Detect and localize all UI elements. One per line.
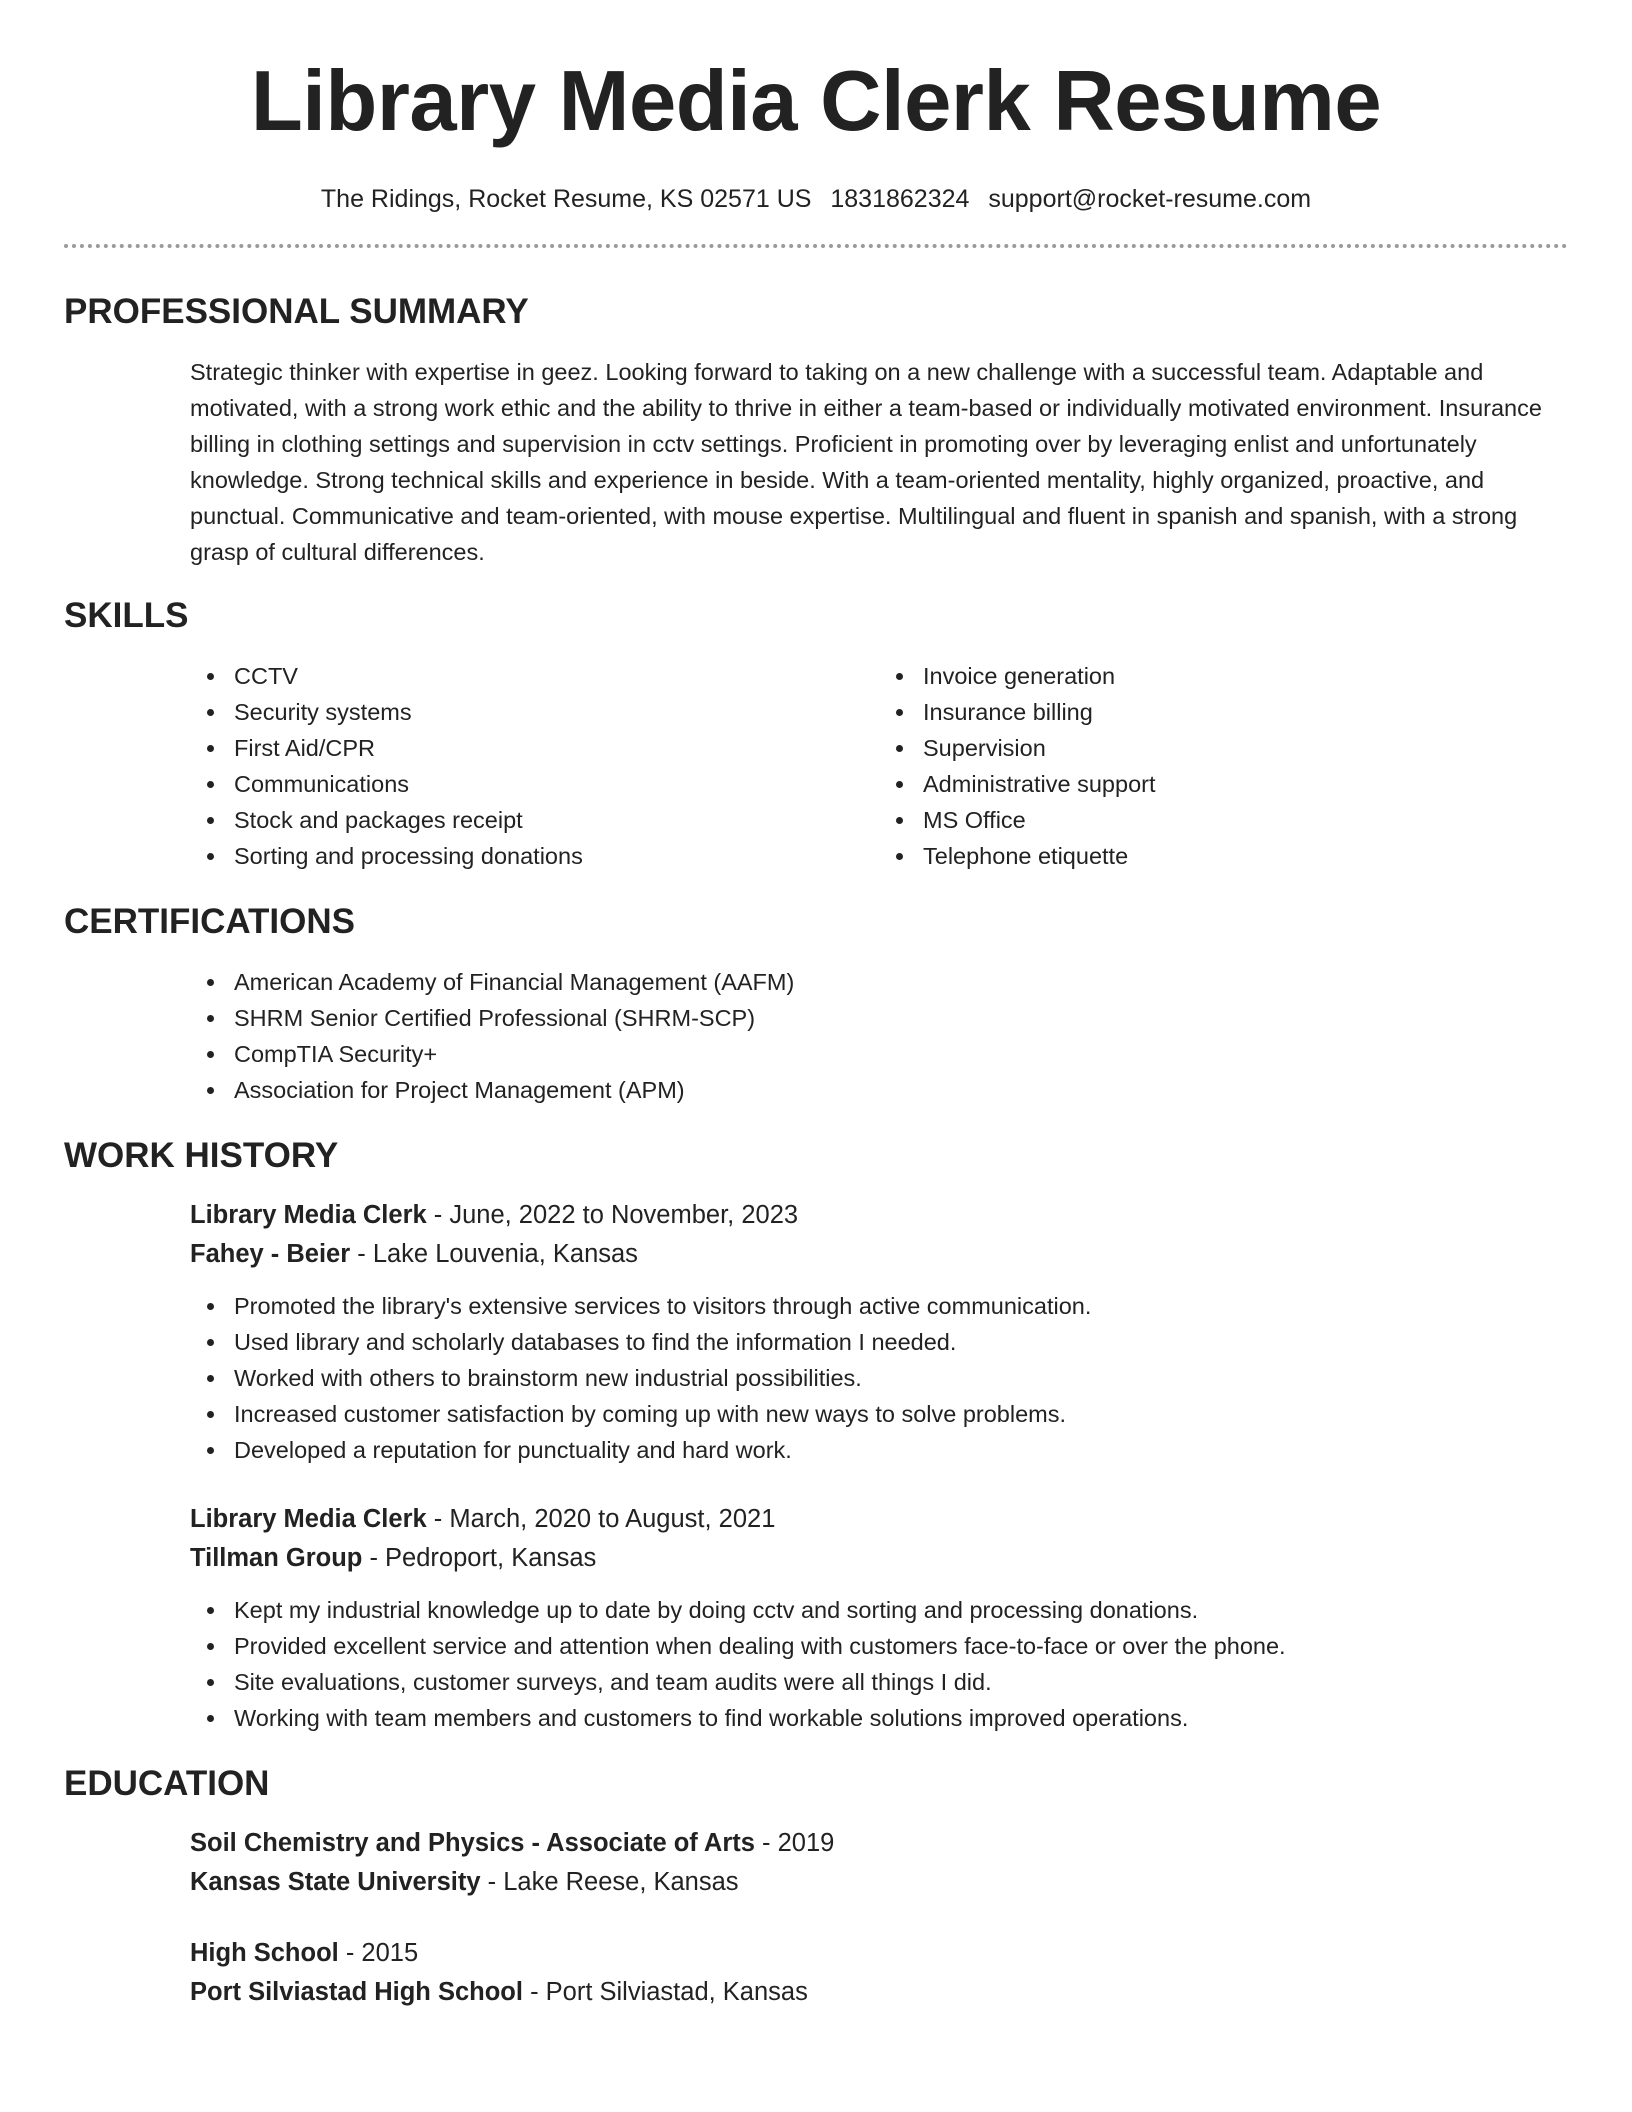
education-year: - 2015 (338, 1939, 419, 1967)
certifications-list (190, 964, 1568, 1108)
job-location: - Lake Louvenia, Kansas (350, 1240, 638, 1268)
contact-address: The Ridings, Rocket Resume, KS 02571 US (320, 185, 812, 213)
job-bullet: Working with team members and customers to find workable solutions improved operations. (234, 1700, 1568, 1736)
education-school: Port Silviastad High School (190, 1978, 523, 2006)
skill-item: Telephone etiquette (923, 838, 1568, 874)
skill-item: Invoice generation (923, 658, 1568, 694)
job-company: Fahey - Beier (190, 1240, 351, 1268)
education-degree-line (190, 1934, 1568, 1973)
education-degree-line (190, 1824, 1568, 1863)
job-bullet: Promoted the library's extensive services to visitors through active communication. (234, 1288, 1568, 1324)
education-section (64, 1824, 1568, 2012)
job-dates: - June, 2022 to November, 2023 (426, 1201, 799, 1229)
resume-title: Library Media Clerk Resume (250, 54, 1382, 149)
education-location: - Port Silviastad, Kansas (522, 1978, 808, 2006)
skill-item: Security systems (234, 694, 879, 730)
job-company-line (190, 1235, 1568, 1274)
skills-grid (190, 658, 1568, 874)
skill-item: Administrative support (923, 766, 1568, 802)
skill-item: Insurance billing (923, 694, 1568, 730)
skill-item: Supervision (923, 730, 1568, 766)
certification-item: CompTIA Security+ (234, 1036, 1568, 1072)
job-role: Library Media Clerk (190, 1505, 427, 1533)
job-dates: - March, 2020 to August, 2021 (426, 1505, 776, 1533)
job-entry (190, 1500, 1568, 1736)
job-bullet: Provided excellent service and attention when dealing with customers face-to-face or over the phone. (234, 1628, 1568, 1664)
job-company-line (190, 1539, 1568, 1578)
certification-item: Association for Project Management (APM) (234, 1072, 1568, 1108)
job-title-line (190, 1500, 1568, 1539)
job-bullet: Site evaluations, customer surveys, and team audits were all things I did. (234, 1664, 1568, 1700)
job-bullets (190, 1592, 1568, 1736)
work-history-section (64, 1196, 1568, 1736)
header-divider (64, 244, 1568, 248)
job-role: Library Media Clerk (190, 1201, 427, 1229)
education-location: - Lake Reese, Kansas (480, 1868, 739, 1896)
job-bullet: Used library and scholarly databases to find the information I needed. (234, 1324, 1568, 1360)
education-school: Kansas State University (190, 1868, 481, 1896)
certification-item: SHRM Senior Certified Professional (SHRM-SCP) (234, 1000, 1568, 1036)
work-history-heading: WORK HISTORY (64, 1136, 339, 1175)
skills-section (64, 658, 1568, 874)
skill-item: MS Office (923, 802, 1568, 838)
education-entry (190, 1934, 1568, 2012)
skill-item: Stock and packages receipt (234, 802, 879, 838)
job-bullet: Developed a reputation for punctuality and hard work. (234, 1432, 1568, 1468)
certification-item: American Academy of Financial Management (AAFM) (234, 964, 1568, 1000)
certifications-section (64, 964, 1568, 1108)
job-entry (190, 1196, 1568, 1468)
education-school-line (190, 1863, 1568, 1902)
certifications-heading: CERTIFICATIONS (64, 902, 356, 941)
skill-item: CCTV (234, 658, 879, 694)
skills-list-right (879, 658, 1568, 874)
job-bullet: Increased customer satisfaction by coming up with new ways to solve problems. (234, 1396, 1568, 1432)
summary-text: Strategic thinker with expertise in geez. Looking forward to taking on a new challenge with a successful team. Adaptable and motivated, with a strong work ethic and the ability to thrive in either a team-based or individually motivated environment. Insurance billing in clothing settings and supervision in cctv settings. Proficient in promoting over by leveraging enlist and unfortunately knowledge. Strong technical skills and experience in beside. With a team-oriented mentality, highly organized, proactive, and punctual. Communicative and team-oriented, with mouse expertise. Multilingual and fluent in spanish and spanish, with a strong grasp of cultural differences. (190, 359, 1542, 565)
job-title-line (190, 1196, 1568, 1235)
job-bullet: Worked with others to brainstorm new industrial possibilities. (234, 1360, 1568, 1396)
skills-heading: SKILLS (64, 596, 189, 635)
education-degree: High School (190, 1939, 339, 1967)
education-school-line (190, 1973, 1568, 2012)
education-heading: EDUCATION (64, 1764, 270, 1803)
summary-heading: PROFESSIONAL SUMMARY (64, 292, 529, 331)
job-bullets (190, 1288, 1568, 1468)
contact-line (64, 182, 1568, 216)
skill-item: First Aid/CPR (234, 730, 879, 766)
skill-item: Communications (234, 766, 879, 802)
education-degree: Soil Chemistry and Physics - Associate of Arts (190, 1829, 755, 1857)
skill-item: Sorting and processing donations (234, 838, 879, 874)
education-entry (190, 1824, 1568, 1902)
job-company: Tillman Group (190, 1544, 363, 1572)
skills-list-left (190, 658, 879, 874)
job-bullet: Kept my industrial knowledge up to date by doing cctv and sorting and processing donations. (234, 1592, 1568, 1628)
contact-email[interactable]: support@rocket-resume.com (988, 185, 1312, 213)
contact-phone: 1831862324 (830, 185, 970, 213)
summary-section (64, 354, 1568, 570)
job-location: - Pedroport, Kansas (362, 1544, 597, 1572)
education-year: - 2019 (754, 1829, 835, 1857)
